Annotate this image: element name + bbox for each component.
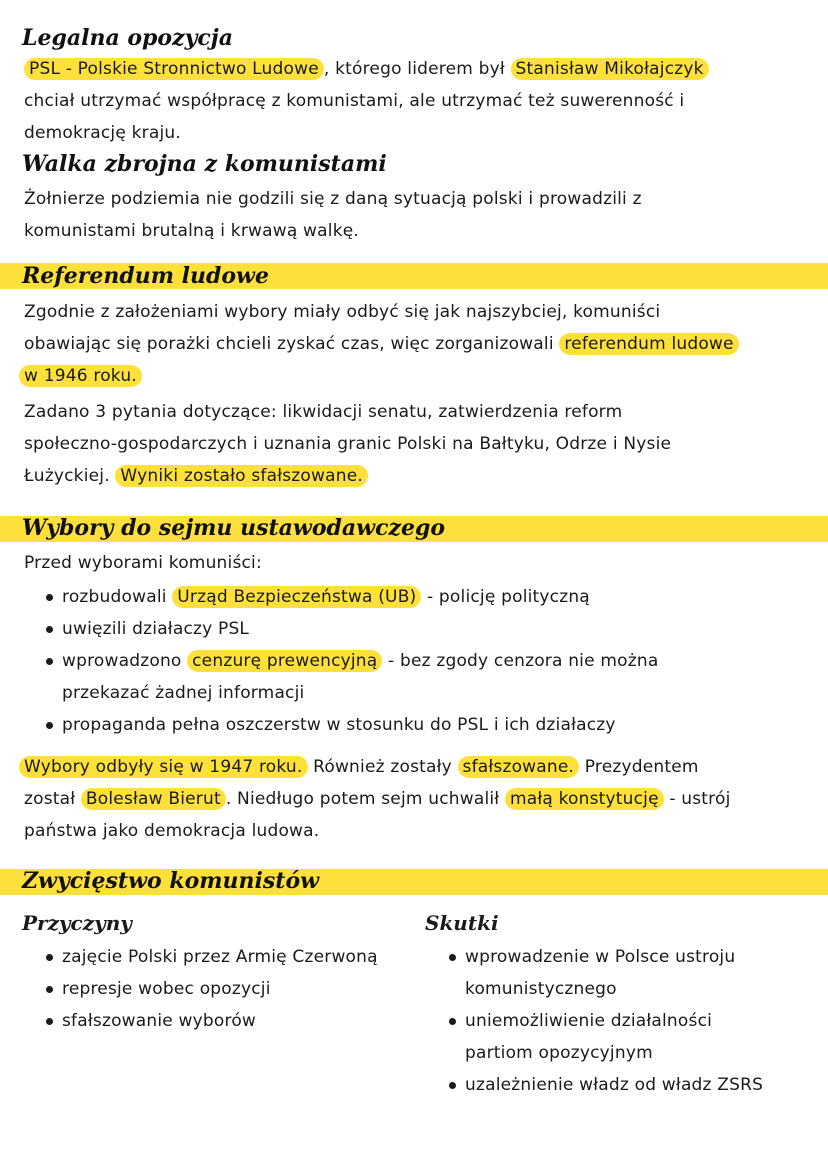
list-item <box>445 1005 763 1037</box>
list-item <box>42 645 658 677</box>
list-item: zajęcie Polski przez Armię Czerwoną <box>42 941 378 973</box>
paragraph-line: Zgodnie z założeniami wybory miały odbyć się jak najszybciej, komuniści <box>24 302 661 322</box>
paragraph-line: chciał utrzymać współpracę z komunistami, ale utrzymać też suwerenność i <box>24 91 685 111</box>
highlight-psl: PSL - Polskie Stronnictwo Ludowe <box>24 58 324 80</box>
effects-title: Skutki <box>425 911 499 935</box>
highlight-referendum: referendum ludowe <box>559 333 738 355</box>
list-item: represje wobec opozycji <box>42 973 378 1005</box>
heading-referendum: Referendum ludowe <box>22 263 269 289</box>
highlight-wyniki: Wyniki zostało sfałszowane. <box>115 465 368 487</box>
text-span: przekazać żadnej informacji <box>62 683 305 703</box>
paragraph-line: Żołnierze podziemia nie godzili się z daną sytuacją polski i prowadzili z <box>24 189 642 209</box>
highlight-cenzura: cenzurę prewencyjną <box>187 650 382 672</box>
highlight-konstytucja: małą konstytucję <box>505 788 664 810</box>
heading-zwyciestwo: Zwycięstwo komunistów <box>22 868 320 894</box>
text-span: partiom opozycyjnym <box>465 1043 653 1063</box>
paragraph-line: Zadano 3 pytania dotyczące: likwidacji senatu, zatwierdzenia reform <box>24 402 623 422</box>
heading-walka-zbrojna: Walka zbrojna z komunistami <box>22 151 387 177</box>
text-span: Również zostały <box>307 757 458 777</box>
text-span: . Niedługo potem sejm uchwalił <box>225 789 505 809</box>
text-span: komunistycznego <box>465 979 617 999</box>
text-span: obawiając się porażki chcieli zyskać czas, więc zorganizowali <box>24 334 560 354</box>
text-span: Łużyckiej. <box>24 466 116 486</box>
paragraph-results <box>24 460 368 492</box>
text-span: - ustrój <box>663 789 731 809</box>
list-item <box>42 581 658 613</box>
paragraph-psl <box>24 53 709 85</box>
paragraph-line <box>19 360 142 392</box>
list-item-continuation <box>445 1037 763 1069</box>
text-span: , którego liderem był <box>323 59 511 79</box>
paragraph-line: Przed wyborami komuniści: <box>24 553 262 573</box>
paragraph-bierut <box>24 783 731 815</box>
text-span: uniemożliwienie działalności <box>465 1011 713 1031</box>
paragraph-line: komunistami brutalną i krwawą walkę. <box>24 221 360 241</box>
text-span: rozbudowali <box>62 587 173 607</box>
list-item: sfałszowanie wyborów <box>42 1005 378 1037</box>
paragraph-referendum <box>24 328 739 360</box>
causes-list <box>42 941 378 1037</box>
paragraph-line: demokrację kraju. <box>24 123 181 143</box>
heading-legalna-opozycja: Legalna opozycja <box>22 25 233 51</box>
paragraph-elections <box>19 751 699 783</box>
list-item: uwięzili działaczy PSL <box>42 613 658 645</box>
effects-list <box>445 941 763 1101</box>
highlight-sfalszowane: sfałszowane. <box>458 756 580 778</box>
highlight-ub: Urząd Bezpieczeństwa (UB) <box>172 586 421 608</box>
highlight-1947: Wybory odbyły się w 1947 roku. <box>19 756 308 778</box>
text-span: - bez zgody cenzora nie można <box>382 651 659 671</box>
text-span: - policję polityczną <box>421 587 590 607</box>
list-item: propaganda pełna oszczerstw w stosunku do PSL i ich działaczy <box>42 709 658 741</box>
text-span: wprowadzenie w Polsce ustroju <box>465 947 736 967</box>
bullet-list-before-elections <box>42 581 658 741</box>
list-item <box>445 1069 763 1101</box>
list-item-continuation <box>445 973 763 1005</box>
paragraph-line: państwa jako demokracja ludowa. <box>24 821 320 841</box>
paragraph-line: społeczno-gospodarczych i uznania granic Polski na Bałtyku, Odrze i Nysie <box>24 434 672 454</box>
highlight-bierut: Bolesław Bierut <box>81 788 226 810</box>
highlight-mikolajczyk: Stanisław Mikołajczyk <box>511 58 709 80</box>
heading-wybory: Wybory do sejmu ustawodawczego <box>22 515 446 541</box>
text-span: został <box>24 789 81 809</box>
list-item-continuation <box>42 677 658 709</box>
highlight-1946: w 1946 roku. <box>19 365 142 387</box>
causes-title: Przyczyny <box>22 911 132 935</box>
list-item <box>445 941 763 973</box>
text-span: wprowadzono <box>62 651 188 671</box>
text-span: uzależnienie władz od władz ZSRS <box>465 1075 764 1095</box>
text-span: Prezydentem <box>579 757 699 777</box>
